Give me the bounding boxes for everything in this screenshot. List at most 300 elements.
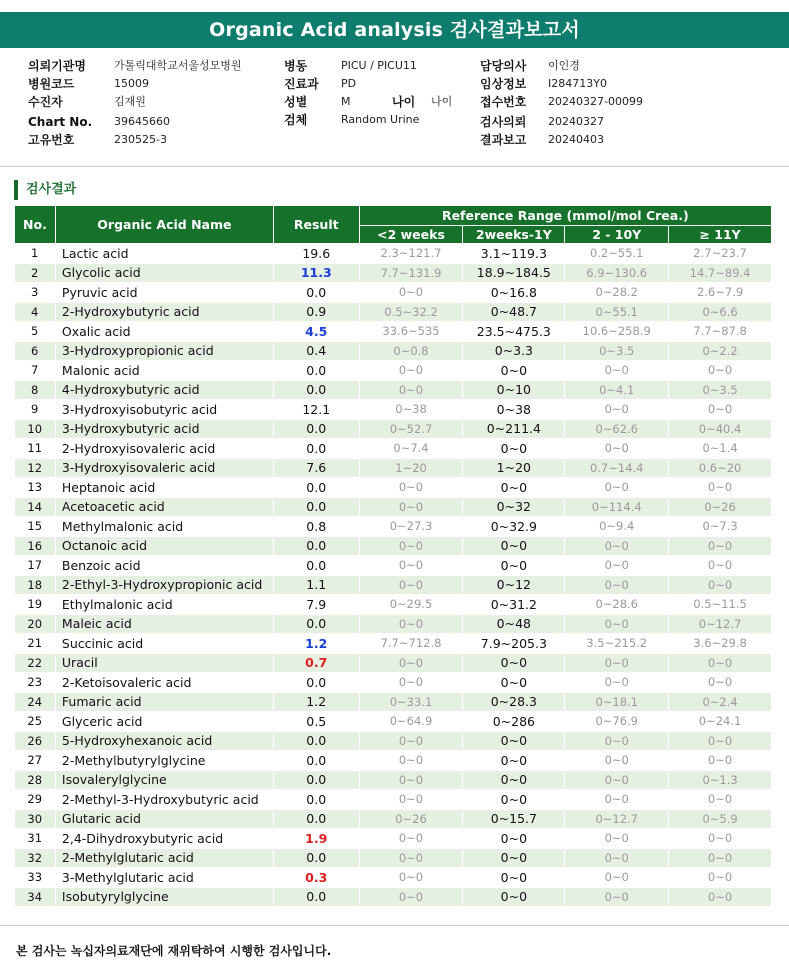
cell-result: 4.5 [273, 322, 359, 342]
info-value: 20240327 [548, 115, 604, 128]
table-row [15, 770, 772, 790]
cell-range-ge11y: 0~1.3 [669, 770, 772, 790]
cell-range-2-10y: 0~12.7 [565, 809, 669, 829]
cell-acid-name: Malonic acid [55, 361, 273, 381]
cell-range-2-10y: 0~18.1 [565, 692, 669, 712]
cell-range-2w-1y: 18.9~184.5 [463, 263, 565, 283]
info-label: 고유번호 [28, 133, 75, 147]
cell-no: 16 [15, 536, 56, 556]
info-value: 20240403 [548, 133, 604, 146]
cell-acid-name: 2-Hydroxybutyric acid [55, 302, 273, 322]
cell-range-ge11y: 0~0 [669, 575, 772, 595]
header-no: No. [15, 206, 56, 244]
cell-acid-name: Ethylmalonic acid [55, 595, 273, 615]
cell-range-lt2w: 0~33.1 [359, 692, 463, 712]
cell-range-2w-1y: 0~0 [463, 478, 565, 498]
header-name: Organic Acid Name [55, 206, 273, 244]
cell-range-ge11y: 0~12.7 [669, 614, 772, 634]
cell-no: 5 [15, 322, 56, 342]
cell-range-lt2w: 0~0 [359, 536, 463, 556]
cell-acid-name: Oxalic acid [55, 322, 273, 342]
info-label: 의뢰기관명 [28, 59, 86, 73]
cell-result: 12.1 [273, 400, 359, 420]
cell-no: 24 [15, 692, 56, 712]
cell-acid-name: 2-Hydroxyisovaleric acid [55, 439, 273, 459]
cell-range-ge11y: 0~0 [669, 868, 772, 888]
cell-range-2-10y: 0~0 [565, 361, 669, 381]
cell-result: 0.9 [273, 302, 359, 322]
cell-no: 18 [15, 575, 56, 595]
cell-range-2-10y: 0~0 [565, 770, 669, 790]
info-label: 검체 [284, 113, 308, 127]
cell-no: 28 [15, 770, 56, 790]
table-row [15, 634, 772, 654]
cell-range-2w-1y: 3.1~119.3 [463, 244, 565, 264]
cell-no: 20 [15, 614, 56, 634]
section-title: 검사결과 [14, 180, 76, 200]
cell-result: 0.0 [273, 790, 359, 810]
info-row [28, 113, 768, 131]
results-table [14, 205, 772, 907]
cell-range-ge11y: 0~0 [669, 829, 772, 849]
cell-result: 0.0 [273, 497, 359, 517]
info-row [28, 57, 768, 75]
cell-result: 0.0 [273, 419, 359, 439]
cell-no: 19 [15, 595, 56, 615]
cell-range-ge11y: 3.6~29.8 [669, 634, 772, 654]
table-row [15, 361, 772, 381]
cell-range-2-10y: 0~0 [565, 887, 669, 907]
cell-range-2-10y: 0~0 [565, 790, 669, 810]
cell-range-2-10y: 0~62.6 [565, 419, 669, 439]
cell-range-lt2w: 0~0 [359, 361, 463, 381]
info-label: 접수번호 [480, 95, 527, 109]
cell-range-2w-1y: 0~0 [463, 556, 565, 576]
cell-range-ge11y: 0~40.4 [669, 419, 772, 439]
cell-no: 15 [15, 517, 56, 537]
cell-range-2w-1y: 0~0 [463, 751, 565, 771]
cell-result: 7.9 [273, 595, 359, 615]
table-row [15, 829, 772, 849]
cell-acid-name: Maleic acid [55, 614, 273, 634]
cell-range-2w-1y: 1~20 [463, 458, 565, 478]
cell-result: 0.0 [273, 283, 359, 303]
table-row [15, 283, 772, 303]
cell-range-2-10y: 0~114.4 [565, 497, 669, 517]
cell-acid-name: 3-Hydroxybutyric acid [55, 419, 273, 439]
cell-result: 0.0 [273, 809, 359, 829]
table-row [15, 439, 772, 459]
cell-no: 4 [15, 302, 56, 322]
header-range-ge11y: ≥ 11Y [669, 226, 772, 244]
cell-range-lt2w: 0~52.7 [359, 419, 463, 439]
cell-range-lt2w: 0~0 [359, 829, 463, 849]
cell-range-lt2w: 1~20 [359, 458, 463, 478]
cell-range-2w-1y: 0~32.9 [463, 517, 565, 537]
info-value: 230525-3 [114, 133, 167, 146]
cell-range-2-10y: 0~76.9 [565, 712, 669, 732]
cell-range-lt2w: 0~0 [359, 614, 463, 634]
cell-range-lt2w: 0~0 [359, 790, 463, 810]
cell-no: 26 [15, 731, 56, 751]
cell-range-lt2w: 0~0 [359, 731, 463, 751]
cell-range-ge11y: 0.6~20 [669, 458, 772, 478]
cell-range-lt2w: 0~7.4 [359, 439, 463, 459]
cell-acid-name: Isobutyrylglycine [55, 887, 273, 907]
cell-range-ge11y: 2.6~7.9 [669, 283, 772, 303]
cell-result: 0.8 [273, 517, 359, 537]
cell-result: 0.0 [273, 614, 359, 634]
cell-range-ge11y: 0~24.1 [669, 712, 772, 732]
cell-range-ge11y: 0~2.4 [669, 692, 772, 712]
cell-no: 3 [15, 283, 56, 303]
info-label: 검사의뢰 [480, 115, 527, 129]
report-title: Organic Acid analysis 검사결과보고서 [0, 12, 789, 48]
cell-range-2w-1y: 0~0 [463, 361, 565, 381]
info-value: PD [341, 77, 357, 90]
cell-range-2w-1y: 0~0 [463, 790, 565, 810]
table-row [15, 868, 772, 888]
cell-no: 10 [15, 419, 56, 439]
cell-range-2w-1y: 7.9~205.3 [463, 634, 565, 654]
cell-range-lt2w: 0~0 [359, 868, 463, 888]
info-row [28, 131, 768, 149]
table-row [15, 536, 772, 556]
cell-result: 0.0 [273, 887, 359, 907]
cell-range-lt2w: 0~27.3 [359, 517, 463, 537]
cell-range-2w-1y: 0~3.3 [463, 341, 565, 361]
table-row [15, 712, 772, 732]
cell-acid-name: 3-Hydroxyisovaleric acid [55, 458, 273, 478]
info-value: 이인경 [548, 59, 580, 72]
cell-range-2-10y: 6.9~130.6 [565, 263, 669, 283]
cell-range-ge11y: 14.7~89.4 [669, 263, 772, 283]
table-row [15, 322, 772, 342]
cell-range-2-10y: 3.5~215.2 [565, 634, 669, 654]
info-value: 39645660 [114, 115, 170, 128]
table-row [15, 673, 772, 693]
cell-acid-name: 2-Methyl-3-Hydroxybutyric acid [55, 790, 273, 810]
cell-result: 0.0 [273, 848, 359, 868]
cell-range-lt2w: 0~0 [359, 575, 463, 595]
cell-range-lt2w: 33.6~535 [359, 322, 463, 342]
cell-no: 7 [15, 361, 56, 381]
cell-acid-name: 2-Methylbutyrylglycine [55, 751, 273, 771]
cell-range-2w-1y: 0~0 [463, 439, 565, 459]
info-value: 20240327-00099 [548, 95, 643, 108]
cell-no: 17 [15, 556, 56, 576]
table-row [15, 341, 772, 361]
table-row [15, 380, 772, 400]
cell-range-2w-1y: 0~0 [463, 848, 565, 868]
cell-range-2w-1y: 0~0 [463, 770, 565, 790]
cell-no: 21 [15, 634, 56, 654]
cell-range-2w-1y: 0~16.8 [463, 283, 565, 303]
cell-result: 0.5 [273, 712, 359, 732]
cell-acid-name: Heptanoic acid [55, 478, 273, 498]
cell-range-ge11y: 0~0 [669, 848, 772, 868]
header-range-2w-1y: 2weeks-1Y [463, 226, 565, 244]
cell-range-lt2w: 0~0 [359, 380, 463, 400]
cell-no: 11 [15, 439, 56, 459]
cell-range-2w-1y: 0~48 [463, 614, 565, 634]
divider [0, 925, 789, 926]
cell-range-2-10y: 10.6~258.9 [565, 322, 669, 342]
cell-range-2-10y: 0.2~55.1 [565, 244, 669, 264]
cell-range-2w-1y: 0~0 [463, 653, 565, 673]
table-row [15, 790, 772, 810]
info-label: 진료과 [284, 77, 319, 91]
header-range-2-10y: 2 - 10Y [565, 226, 669, 244]
cell-no: 13 [15, 478, 56, 498]
cell-range-2w-1y: 0~15.7 [463, 809, 565, 829]
cell-acid-name: 4-Hydroxybutyric acid [55, 380, 273, 400]
cell-range-2-10y: 0~0 [565, 673, 669, 693]
table-row [15, 458, 772, 478]
cell-range-lt2w: 0~0 [359, 751, 463, 771]
cell-result: 0.0 [273, 361, 359, 381]
table-row [15, 614, 772, 634]
cell-result: 0.7 [273, 653, 359, 673]
header-reference-range: Reference Range (mmol/mol Crea.) [359, 206, 771, 226]
cell-range-2w-1y: 23.5~475.3 [463, 322, 565, 342]
cell-acid-name: 5-Hydroxyhexanoic acid [55, 731, 273, 751]
table-row [15, 848, 772, 868]
cell-range-lt2w: 0~0 [359, 478, 463, 498]
cell-acid-name: Pyruvic acid [55, 283, 273, 303]
cell-range-lt2w: 0~0 [359, 673, 463, 693]
info-value: PICU / PICU11 [341, 59, 417, 72]
info-value: 김재원 [114, 95, 146, 108]
cell-result: 0.0 [273, 731, 359, 751]
cell-range-2-10y: 0~0 [565, 829, 669, 849]
cell-range-2w-1y: 0~0 [463, 673, 565, 693]
cell-acid-name: Fumaric acid [55, 692, 273, 712]
cell-result: 0.0 [273, 751, 359, 771]
cell-range-ge11y: 0~1.4 [669, 439, 772, 459]
cell-acid-name: 2,4-Dihydroxybutyric acid [55, 829, 273, 849]
cell-acid-name: Glutaric acid [55, 809, 273, 829]
cell-range-2w-1y: 0~32 [463, 497, 565, 517]
cell-result: 11.3 [273, 263, 359, 283]
cell-result: 0.0 [273, 478, 359, 498]
cell-range-2-10y: 0~0 [565, 868, 669, 888]
cell-range-ge11y: 0~0 [669, 400, 772, 420]
cell-no: 33 [15, 868, 56, 888]
cell-range-2-10y: 0~0 [565, 731, 669, 751]
cell-acid-name: 2-Ketoisovaleric acid [55, 673, 273, 693]
cell-range-ge11y: 0~0 [669, 361, 772, 381]
cell-result: 0.0 [273, 439, 359, 459]
table-row [15, 751, 772, 771]
cell-result: 0.0 [273, 770, 359, 790]
cell-range-lt2w: 0~0.8 [359, 341, 463, 361]
table-row [15, 302, 772, 322]
cell-range-2-10y: 0~3.5 [565, 341, 669, 361]
cell-range-2-10y: 0~4.1 [565, 380, 669, 400]
cell-range-lt2w: 0~38 [359, 400, 463, 420]
cell-range-lt2w: 0~0 [359, 770, 463, 790]
cell-range-2-10y: 0~28.6 [565, 595, 669, 615]
table-row [15, 595, 772, 615]
info-value: 15009 [114, 77, 149, 90]
cell-range-2-10y: 0~0 [565, 614, 669, 634]
cell-no: 27 [15, 751, 56, 771]
cell-range-lt2w: 0~0 [359, 556, 463, 576]
info-row [28, 93, 768, 111]
cell-range-ge11y: 0~0 [669, 556, 772, 576]
divider [0, 166, 789, 167]
table-row [15, 692, 772, 712]
cell-range-2w-1y: 0~0 [463, 829, 565, 849]
table-row [15, 517, 772, 537]
cell-acid-name: Octanoic acid [55, 536, 273, 556]
cell-range-2-10y: 0~0 [565, 400, 669, 420]
info-row [28, 75, 768, 93]
cell-acid-name: Glyceric acid [55, 712, 273, 732]
cell-acid-name: Glycolic acid [55, 263, 273, 283]
info-label: 담당의사 [480, 59, 527, 73]
table-row [15, 400, 772, 420]
cell-range-lt2w: 0~0 [359, 848, 463, 868]
age-value: 나이 [431, 95, 453, 108]
cell-result: 0.0 [273, 556, 359, 576]
table-row [15, 419, 772, 439]
table-row [15, 887, 772, 907]
cell-no: 31 [15, 829, 56, 849]
cell-range-2-10y: 0~0 [565, 575, 669, 595]
cell-range-ge11y: 0~0 [669, 887, 772, 907]
cell-range-2-10y: 0~0 [565, 439, 669, 459]
cell-range-lt2w: 0~29.5 [359, 595, 463, 615]
cell-no: 34 [15, 887, 56, 907]
results-body [15, 244, 772, 907]
cell-range-2-10y: 0~9.4 [565, 517, 669, 537]
footer-note: 본 검사는 녹십자의료재단에 재위탁하여 시행한 검사입니다. [16, 944, 332, 958]
cell-no: 32 [15, 848, 56, 868]
table-row [15, 575, 772, 595]
table-row [15, 497, 772, 517]
cell-result: 7.6 [273, 458, 359, 478]
table-row [15, 653, 772, 673]
cell-range-ge11y: 0~5.9 [669, 809, 772, 829]
info-label: 임상정보 [480, 77, 527, 91]
cell-range-lt2w: 0~0 [359, 283, 463, 303]
cell-acid-name: Isovalerylglycine [55, 770, 273, 790]
cell-range-ge11y: 0~2.2 [669, 341, 772, 361]
cell-no: 29 [15, 790, 56, 810]
table-row [15, 244, 772, 264]
cell-range-ge11y: 0.5~11.5 [669, 595, 772, 615]
cell-result: 0.0 [273, 673, 359, 693]
info-label: 병원코드 [28, 77, 75, 91]
cell-range-2-10y: 0~0 [565, 536, 669, 556]
cell-result: 19.6 [273, 244, 359, 264]
info-label: 병동 [284, 59, 308, 73]
age-label: 나이 [392, 95, 416, 109]
cell-range-2w-1y: 0~286 [463, 712, 565, 732]
cell-acid-name: Uracil [55, 653, 273, 673]
cell-range-2-10y: 0.7~14.4 [565, 458, 669, 478]
cell-range-lt2w: 7.7~712.8 [359, 634, 463, 654]
cell-acid-name: Lactic acid [55, 244, 273, 264]
cell-acid-name: 3-Methylglutaric acid [55, 868, 273, 888]
table-row [15, 263, 772, 283]
cell-range-lt2w: 0.5~32.2 [359, 302, 463, 322]
cell-acid-name: 2-Methylglutaric acid [55, 848, 273, 868]
info-label: 성별 [284, 95, 308, 109]
cell-range-2-10y: 0~55.1 [565, 302, 669, 322]
cell-no: 2 [15, 263, 56, 283]
info-label: 결과보고 [480, 133, 527, 147]
table-row [15, 731, 772, 751]
cell-no: 9 [15, 400, 56, 420]
header-range-lt2w: <2 weeks [359, 226, 463, 244]
cell-result: 1.1 [273, 575, 359, 595]
cell-no: 23 [15, 673, 56, 693]
cell-range-ge11y: 0~3.5 [669, 380, 772, 400]
cell-no: 6 [15, 341, 56, 361]
cell-no: 8 [15, 380, 56, 400]
cell-range-2-10y: 0~0 [565, 751, 669, 771]
cell-range-lt2w: 7.7~131.9 [359, 263, 463, 283]
cell-no: 30 [15, 809, 56, 829]
cell-range-2w-1y: 0~38 [463, 400, 565, 420]
cell-range-ge11y: 0~0 [669, 536, 772, 556]
info-label: Chart No. [28, 115, 93, 129]
cell-range-2w-1y: 0~0 [463, 868, 565, 888]
cell-range-ge11y: 0~0 [669, 731, 772, 751]
info-label: 수진자 [28, 95, 63, 109]
info-value: 가톨릭대학교서울성모병원 [114, 59, 242, 72]
cell-range-ge11y: 0~6.6 [669, 302, 772, 322]
cell-result: 1.2 [273, 692, 359, 712]
cell-range-2-10y: 0~0 [565, 653, 669, 673]
cell-no: 25 [15, 712, 56, 732]
cell-range-lt2w: 0~0 [359, 653, 463, 673]
table-row [15, 478, 772, 498]
cell-range-2w-1y: 0~10 [463, 380, 565, 400]
cell-range-2w-1y: 0~28.3 [463, 692, 565, 712]
cell-range-lt2w: 2.3~121.7 [359, 244, 463, 264]
cell-range-ge11y: 7.7~87.8 [669, 322, 772, 342]
cell-acid-name: 3-Hydroxypropionic acid [55, 341, 273, 361]
cell-range-ge11y: 0~0 [669, 673, 772, 693]
cell-range-2-10y: 0~0 [565, 556, 669, 576]
cell-acid-name: Succinic acid [55, 634, 273, 654]
cell-range-ge11y: 0~0 [669, 751, 772, 771]
table-row [15, 809, 772, 829]
cell-range-2w-1y: 0~0 [463, 887, 565, 907]
table-row [15, 556, 772, 576]
cell-range-2w-1y: 0~0 [463, 536, 565, 556]
cell-no: 22 [15, 653, 56, 673]
cell-result: 0.0 [273, 536, 359, 556]
cell-range-ge11y: 0~0 [669, 790, 772, 810]
cell-range-2w-1y: 0~31.2 [463, 595, 565, 615]
cell-result: 0.3 [273, 868, 359, 888]
cell-no: 12 [15, 458, 56, 478]
cell-range-ge11y: 0~0 [669, 478, 772, 498]
header-result: Result [273, 206, 359, 244]
cell-acid-name: Acetoacetic acid [55, 497, 273, 517]
info-value: M [341, 95, 351, 108]
cell-range-ge11y: 0~7.3 [669, 517, 772, 537]
cell-range-2w-1y: 0~211.4 [463, 419, 565, 439]
cell-range-2-10y: 0~0 [565, 848, 669, 868]
cell-range-2w-1y: 0~48.7 [463, 302, 565, 322]
cell-no: 14 [15, 497, 56, 517]
